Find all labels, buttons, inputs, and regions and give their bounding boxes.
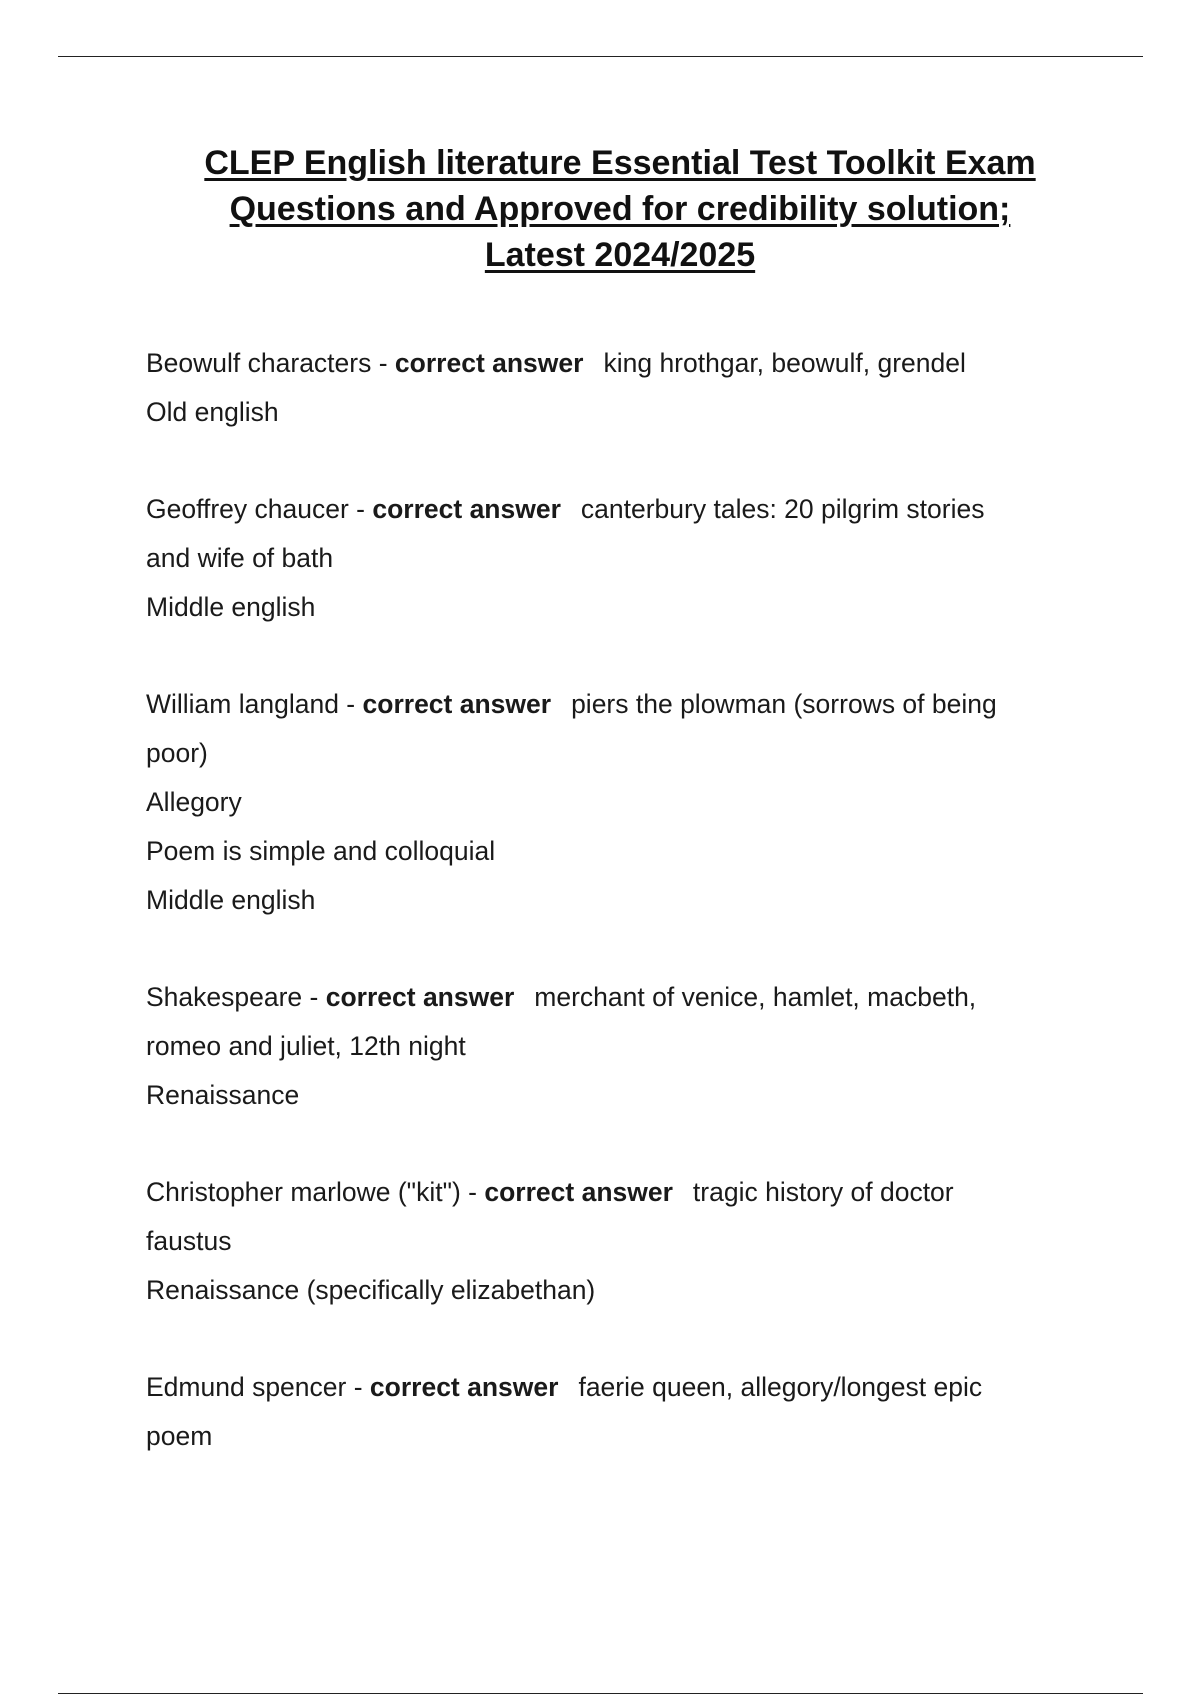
qa-answer-line: poor) <box>146 738 208 768</box>
qa-answer-line: and wife of bath <box>146 543 334 573</box>
qa-answer-line: romeo and juliet, 12th night <box>146 1031 466 1061</box>
qa-question-line <box>146 339 1076 388</box>
header-rule <box>58 56 1143 57</box>
qa-list <box>146 339 1076 1461</box>
footer-rule <box>58 1693 1143 1694</box>
qa-answer-line: Old english <box>146 397 279 427</box>
qa-term: Edmund spencer - <box>146 1372 363 1402</box>
qa-answer-line: Renaissance (specifically elizabethan) <box>146 1275 596 1305</box>
title-line: CLEP English literature Essential Test Toolkit Exam <box>204 144 1036 182</box>
qa-entry <box>146 1168 1076 1315</box>
correct-answer-label: correct answer <box>484 1177 673 1207</box>
qa-entry <box>146 1363 1076 1461</box>
qa-question-line <box>146 973 1076 1022</box>
correct-answer-label: correct answer <box>394 348 584 378</box>
qa-question-line <box>146 680 1076 729</box>
correct-answer-label: correct answer <box>362 689 552 719</box>
qa-answer-line: Poem is simple and colloquial <box>146 836 496 866</box>
qa-answer-line: Renaissance <box>146 1080 300 1110</box>
qa-answer-line: Middle english <box>146 592 316 622</box>
qa-answer: piers the plowman (sorrows of being <box>571 689 997 719</box>
qa-answer: king hrothgar, beowulf, grendel <box>603 348 966 378</box>
title-line: Latest 2024/2025 <box>484 236 756 274</box>
qa-term: Geoffrey chaucer - <box>146 494 365 524</box>
qa-answer: tragic history of doctor <box>692 1177 954 1207</box>
qa-entry <box>146 680 1076 925</box>
correct-answer-label: correct answer <box>369 1372 559 1402</box>
qa-term: Christopher marlowe ("kit") - <box>146 1177 477 1207</box>
qa-answer: faerie queen, allegory/longest epic <box>578 1372 983 1402</box>
qa-answer-line: Allegory <box>146 787 242 817</box>
qa-entry <box>146 973 1076 1120</box>
qa-answer-line: poem <box>146 1421 213 1451</box>
qa-entry <box>146 485 1076 632</box>
qa-term: William langland - <box>146 689 356 719</box>
title-line: Questions and Approved for credibility solution; <box>229 190 1011 228</box>
correct-answer-label: correct answer <box>325 982 515 1012</box>
qa-answer: merchant of venice, hamlet, macbeth, <box>534 982 977 1012</box>
qa-term: Shakespeare - <box>146 982 319 1012</box>
qa-answer: canterbury tales: 20 pilgrim stories <box>580 494 985 524</box>
correct-answer-label: correct answer <box>372 494 561 524</box>
document-title <box>140 140 1100 278</box>
qa-entry <box>146 339 1076 437</box>
qa-term: Beowulf characters - <box>146 348 388 378</box>
qa-question-line <box>146 1363 1076 1412</box>
qa-question-line <box>146 485 1076 534</box>
qa-question-line <box>146 1168 1076 1217</box>
qa-answer-line: Middle english <box>146 885 316 915</box>
qa-answer-line: faustus <box>146 1226 232 1256</box>
